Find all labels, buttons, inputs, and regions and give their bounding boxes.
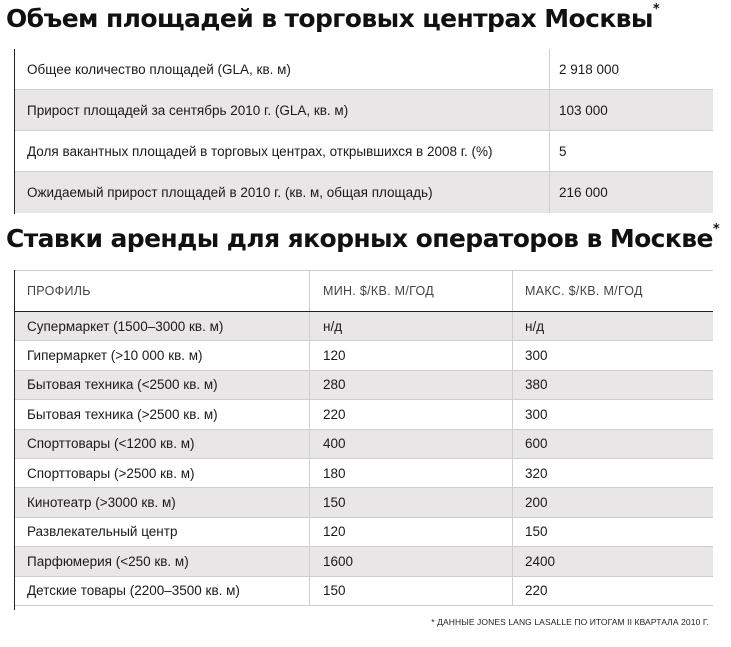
table-row — [15, 577, 713, 606]
cell-profile: Развлекательный центр — [27, 524, 178, 540]
cell-min: 180 — [309, 459, 512, 487]
section2-title — [6, 224, 719, 253]
summary-row — [15, 172, 713, 213]
cell-profile: Гипермаркет (>10 000 кв. м) — [27, 348, 203, 364]
cell-max: 2400 — [512, 547, 713, 575]
cell-profile: Бытовая техника (<2500 кв. м) — [27, 377, 218, 393]
summary-label: Прирост площадей за сентябрь 2010 г. (GLA, кв. м) — [27, 102, 349, 118]
cell-profile: Парфюмерия (<250 кв. м) — [27, 553, 189, 569]
cell-min: 120 — [309, 341, 512, 369]
cell-max: 320 — [512, 459, 713, 487]
cell-max: 380 — [512, 371, 713, 399]
cell-max: н/д — [512, 312, 713, 340]
cell-min: н/д — [309, 312, 512, 340]
cell-max: 220 — [512, 577, 713, 605]
summary-row — [15, 131, 713, 172]
summary-value: 103 000 — [549, 90, 713, 130]
summary-row — [15, 90, 713, 131]
cell-profile: Спорттовары (>2500 кв. м) — [27, 465, 195, 481]
table-row — [15, 312, 713, 341]
summary-label: Доля вакантных площадей в торговых центрах, открывшихся в 2008 г. (%) — [27, 143, 493, 159]
summary-label: Общее количество площадей (GLA, кв. м) — [27, 61, 291, 77]
cell-profile: Кинотеатр (>3000 кв. м) — [27, 495, 176, 511]
cell-min: 400 — [309, 430, 512, 458]
cell-max: 150 — [512, 518, 713, 546]
cell-profile: Супермаркет (1500–3000 кв. м) — [27, 318, 224, 334]
summary-table — [14, 49, 713, 214]
summary-value: 5 — [549, 131, 713, 171]
header-max: МАКС. $/КВ. М/ГОД — [512, 271, 713, 311]
header-profile: ПРОФИЛЬ — [27, 284, 91, 298]
table-row — [15, 430, 713, 459]
cell-max: 200 — [512, 488, 713, 516]
table-header — [15, 270, 713, 312]
cell-min: 1600 — [309, 547, 512, 575]
section1-title-text: Объем площадей в торговых центрах Москвы — [6, 4, 653, 33]
table-row — [15, 459, 713, 488]
section2-title-text: Ставки аренды для якорных операторов в Москве — [6, 224, 713, 253]
summary-label: Ожидаемый прирост площадей в 2010 г. (кв. м, общая площадь) — [27, 185, 433, 200]
table-row — [15, 488, 713, 517]
cell-min: 150 — [309, 577, 512, 605]
header-min: МИН. $/КВ. М/ГОД — [309, 271, 512, 311]
section1-title — [6, 4, 659, 33]
table-row — [15, 400, 713, 429]
table-row — [15, 547, 713, 576]
cell-max: 300 — [512, 400, 713, 428]
cell-min: 220 — [309, 400, 512, 428]
cell-profile: Спорттовары (<1200 кв. м) — [27, 436, 195, 452]
table-row — [15, 371, 713, 400]
summary-row — [15, 49, 713, 90]
cell-min: 150 — [309, 488, 512, 516]
cell-min: 120 — [309, 518, 512, 546]
summary-value: 2 918 000 — [549, 49, 713, 89]
cell-profile: Бытовая техника (>2500 кв. м) — [27, 406, 218, 422]
table-row — [15, 341, 713, 370]
summary-value: 216 000 — [549, 172, 713, 213]
section1-title-mark: * — [652, 2, 660, 17]
cell-profile: Детские товары (2200–3500 кв. м) — [27, 583, 240, 599]
section2-title-mark: * — [712, 222, 720, 237]
cell-max: 600 — [512, 430, 713, 458]
source-footnote: * ДАННЫЕ JONES LANG LASALLE ПО ИТОГАМ II КВАРТАЛА 2010 Г. — [431, 617, 709, 627]
rent-rates-table — [14, 270, 713, 610]
table-row — [15, 518, 713, 547]
cell-max: 300 — [512, 341, 713, 369]
cell-min: 280 — [309, 371, 512, 399]
